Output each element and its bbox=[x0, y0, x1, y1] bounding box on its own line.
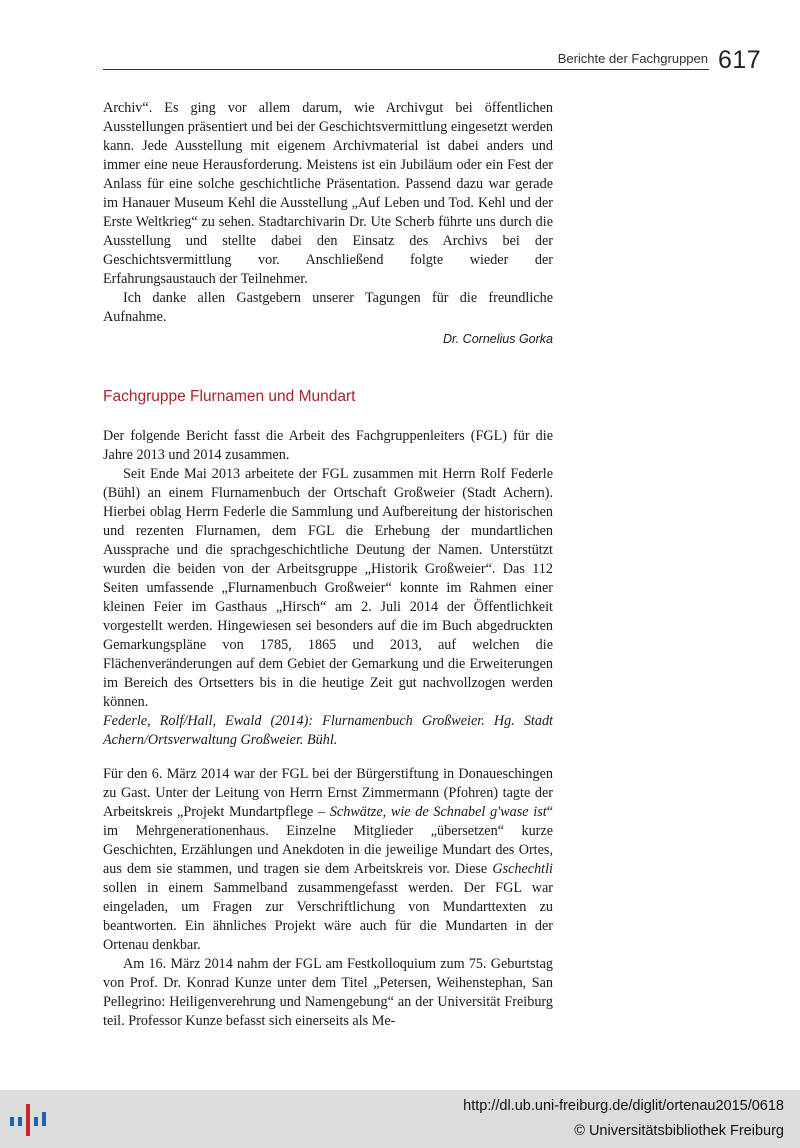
section-heading: Fachgruppe Flurnamen und Mundart bbox=[103, 388, 356, 405]
section-paragraph-4: Am 16. März 2014 nahm der FGL am Festkolloquium zum 75. Geburtstag von Prof. Dr. Konrad Kunze unter dem Titel „Petersen, Weihenstephan, San Pellegrino: Heiligenverehrung und Namengebung“ an der Universität Freiburg teil. Professor Kunze befasst sich einerseits als Me- bbox=[103, 956, 553, 1029]
ub-freiburg-logo-icon bbox=[8, 1100, 54, 1140]
footer-bar bbox=[0, 1090, 800, 1148]
paragraph-3-italic-title: Schwätze, wie de Schnabel g'wase ist bbox=[329, 804, 547, 820]
paragraph-3-italic-term: Gschechtli bbox=[492, 861, 553, 877]
section-paragraph-3 bbox=[103, 765, 553, 955]
author-signature: Dr. Cornelius Gorka bbox=[443, 332, 553, 346]
citation bbox=[103, 712, 553, 750]
top-paragraph-2: Ich danke allen Gastgebern unserer Tagungen für die freundliche Aufnahme. bbox=[103, 290, 553, 325]
running-head: Berichte der Fachgruppen bbox=[557, 51, 708, 66]
footer-url-link[interactable]: http://dl.ub.uni-freiburg.de/diglit/ortenau2015/0618 bbox=[463, 1098, 784, 1114]
header-rule bbox=[103, 69, 709, 70]
top-paragraph-1: Archiv“. Es ging vor allem darum, wie Archivgut bei öffentlichen Ausstellungen präsentiert und bei der Geschichtsvermittlung eingesetzt werden kann. Jede Ausstellung mit eigenem Archivmaterial ist dabei anders und immer eine neue Herausforderung. Meistens ist ein Jubiläum oder ein Fest der Anlass für eine solche geschichtliche Präsentation. Passend dazu war gerade im Hanauer Museum Kehl die Ausstellung „Auf Leben und Tod. Kehl und der Erste Weltkrieg“ zu sehen. Stadtarchivarin Dr. Ute Scherb führte uns durch die Ausstellung und stellte dabei den Einsatz des Archivs bei der Geschichtsvermittlung vor. Anschließend folgte wieder der Erfahrungsaustauch der Teilnehmer. bbox=[103, 100, 553, 287]
section-text bbox=[103, 427, 553, 750]
citation-text: Federle, Rolf/Hall, Ewald (2014): Flurnamenbuch Großweier. Hg. Stadt Achern/Ortsverwaltung Großweier. Bühl. bbox=[103, 713, 553, 748]
top-section-text bbox=[103, 99, 553, 349]
section-text-continued bbox=[103, 765, 553, 1031]
paragraph-3-part-c: sollen in einem Sammelband zusammengefasst werden. Der FGL war eingeladen, um Fragen zur Verschriftlichung von Mundarttexten zu beantworten. Ein ähnliches Projekt wäre auch für die Mundarten in der Ortenau denkbar. bbox=[103, 880, 553, 953]
footer-copyright: © Universitätsbibliothek Freiburg bbox=[574, 1123, 784, 1139]
section-paragraph-1: Der folgende Bericht fasst die Arbeit des Fachgruppenleiters (FGL) für die Jahre 2013 und 2014 zusammen. bbox=[103, 428, 553, 463]
paragraph-3-part-a: Für den 6. März 2014 war der FGL bei der Bürgerstiftung in Donaueschingen zu Gast. Unter der Leitung von Herrn Ernst Zimmermann (Pfohren) tagte der Arbeitskreis „Projekt Mundartpflege – bbox=[103, 766, 553, 820]
page-number: 617 bbox=[718, 46, 762, 74]
section-paragraph-2: Seit Ende Mai 2013 arbeitete der FGL zusammen mit Herrn Rolf Federle (Bühl) an einem Flurnamenbuch der Ortschaft Großweier (Stadt Achern). Hierbei oblag Herrn Federle die Sammlung und Aufbereitung der historischen und rezenten Flurnamen, dem FGL die Erhebung der mundartlichen Aussprache und die sprachgeschichtliche Deutung der Namen. Unterstützt wurden die beiden von der Arbeitsgruppe „Historik Großweier“. Das 112 Seiten umfassende „Flurnamenbuch Großweier“ konnte im Rahmen einer kleinen Feier im Gasthaus „Hirsch“ am 2. Juli 2014 der Öffentlichkeit vorgestellt werden. Hingewiesen sei besonders auf die im Buch abgedruckten Gemarkungspläne von 1785, 1865 und 2013, auf welchen die Flächenveränderungen auf dem Gebiet der Gemarkung und die Erweiterungen im Bereich des Ortsetters bis in die heutige Zeit gut nachvollzogen werden können. bbox=[103, 466, 553, 710]
paragraph-3-part-b: “ im Mehrgenerationenhaus. Einzelne Mitglieder „übersetzen“ kurze Geschichten, Erzählungen und Anekdoten in die jeweilige Mundart des Ortes, aus dem sie stammen, und tragen sie dem Arbeitskreis vor. Diese bbox=[103, 804, 553, 877]
